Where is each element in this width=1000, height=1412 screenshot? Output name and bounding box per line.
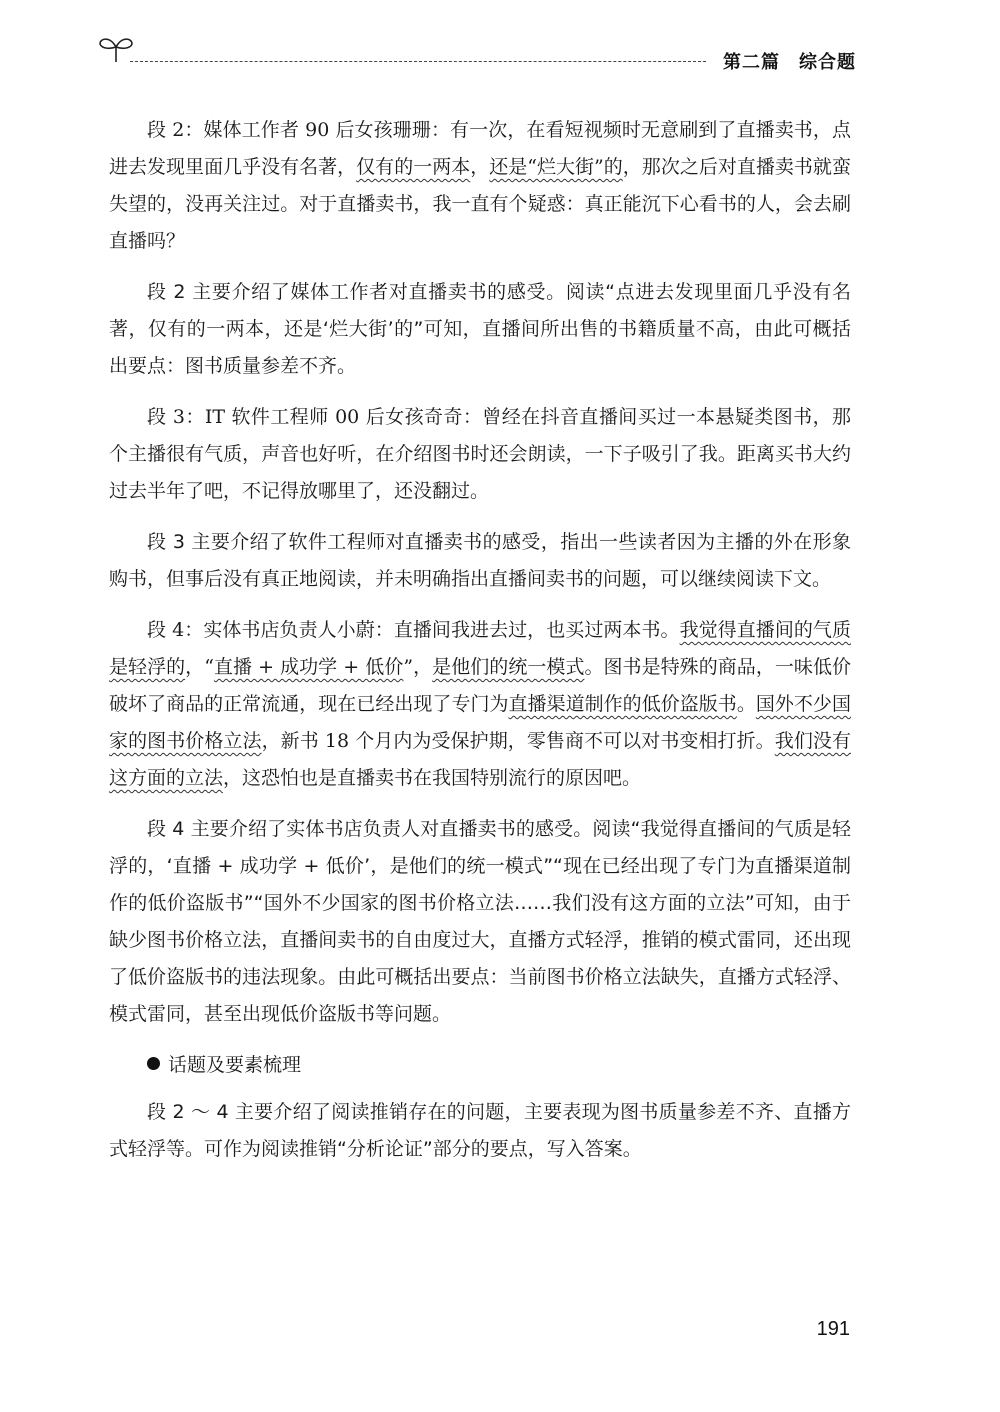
header-title: 第二篇 综合题 [723, 52, 856, 73]
text-segment: 段 4：实体书店负责人小蔚：直播间我进去过，也买过两本书。 [147, 619, 680, 641]
paragraph-2-analysis: 段 2 主要介绍了媒体工作者对直播卖书的感受。阅读“点进去发现里面几乎没有名著，仅有的一两本，还是‘烂大街’的”可知，直播间所出售的书籍质量不高，由此可概括出要点：图书质量参差不齐。 [109, 281, 851, 377]
page-number: 191 [816, 1318, 850, 1340]
text-segment: 段 2：媒体工作者 90 后女孩珊珊：有一次，在看短视频时无意刷到了直播卖书，点进去发现里面几乎没有名著， [109, 119, 851, 178]
paragraph-4-analysis: 段 4 主要介绍了实体书店负责人对直播卖书的感受。阅读“我觉得直播间的气质是轻浮的，‘直播 + 成功学 + 低价’，是他们的统一模式”“现在已经出现了专门为直播渠道制作的低价盗版书”“国外不少国家的图书价格立法……我们没有这方面的立法”可知，由于缺少图书价格立法，直播间卖书的自由度过大，直播方式轻浮，推销的模式雷同，还出现了低价盗版书的违法现象。由此可概括出要点：当前图书价格立法缺失，直播方式轻浮、模式雷同，甚至出现低价盗版书等问题。 [109, 818, 851, 1025]
underlined-phrase: 国外不少国家的图书价格立法 [109, 693, 851, 752]
section-body: 段 2 ～ 4 主要介绍了阅读推销存在的问题，主要表现为图书质量参差不齐、直播方式轻浮等。可作为阅读推销“分析论证”部分的要点，写入答案。 [109, 1101, 851, 1160]
text-segment: 。 [736, 693, 756, 715]
text-segment: 。图书是特殊的商品，一味低价破坏了商品的正常流通，现在已经出现了专门为 [109, 656, 851, 715]
page-content [109, 112, 851, 1182]
bullet-icon [147, 1057, 160, 1070]
underlined-phrase: 还是“烂大街”的 [489, 156, 623, 178]
text-segment: ，这恐怕也是直播卖书在我国特别流行的原因吧。 [223, 767, 642, 789]
text-segment: ，新书 18 个月内为受保护期，零售商不可以对书变相打折。 [261, 730, 775, 752]
underlined-phrase: 仅有的一两本 [356, 156, 471, 178]
underlined-phrase: 我觉得直播间的气质是轻浮的 [109, 619, 851, 678]
paragraph-4-quote [109, 612, 851, 797]
paragraph-2-quote [109, 112, 851, 260]
paragraph-3-quote: 段 3：IT 软件工程师 00 后女孩奇奇：曾经在抖音直播间买过一本悬疑类图书，那个主播很有气质，声音也好听，在介绍图书时还会朗读，一下子吸引了我。距离买书大约过去半年了吧，不记得放哪里了，还没翻过。 [109, 406, 851, 502]
text-segment: ”， [403, 656, 433, 678]
text-segment: ，“ [185, 656, 214, 678]
paragraph-3-analysis: 段 3 主要介绍了软件工程师对直播卖书的感受，指出一些读者因为主播的外在形象购书，但事后没有真正地阅读，并未明确指出直播间卖书的问题，可以继续阅读下文。 [109, 531, 851, 590]
header-rule [130, 61, 706, 62]
page-header [96, 28, 856, 88]
text-segment: ，那次之后对直播卖书就蛮失望的，没再关注过。对于直播卖书，我一直有个疑惑：真正能沉下心看书的人，会去刷直播吗？ [109, 156, 851, 252]
underlined-phrase: 直播 + 成功学 + 低价 [213, 656, 404, 678]
sprout-icon [96, 32, 136, 64]
underlined-phrase: 直播渠道制作的低价盗版书 [508, 693, 737, 715]
section-heading [109, 1047, 851, 1084]
underlined-phrase: 我们没有这方面的立法 [109, 730, 851, 789]
text-segment: ， [470, 156, 490, 178]
underlined-phrase: 是他们的统一模式 [432, 656, 585, 678]
section-heading-text: 话题及要素梳理 [168, 1054, 302, 1076]
